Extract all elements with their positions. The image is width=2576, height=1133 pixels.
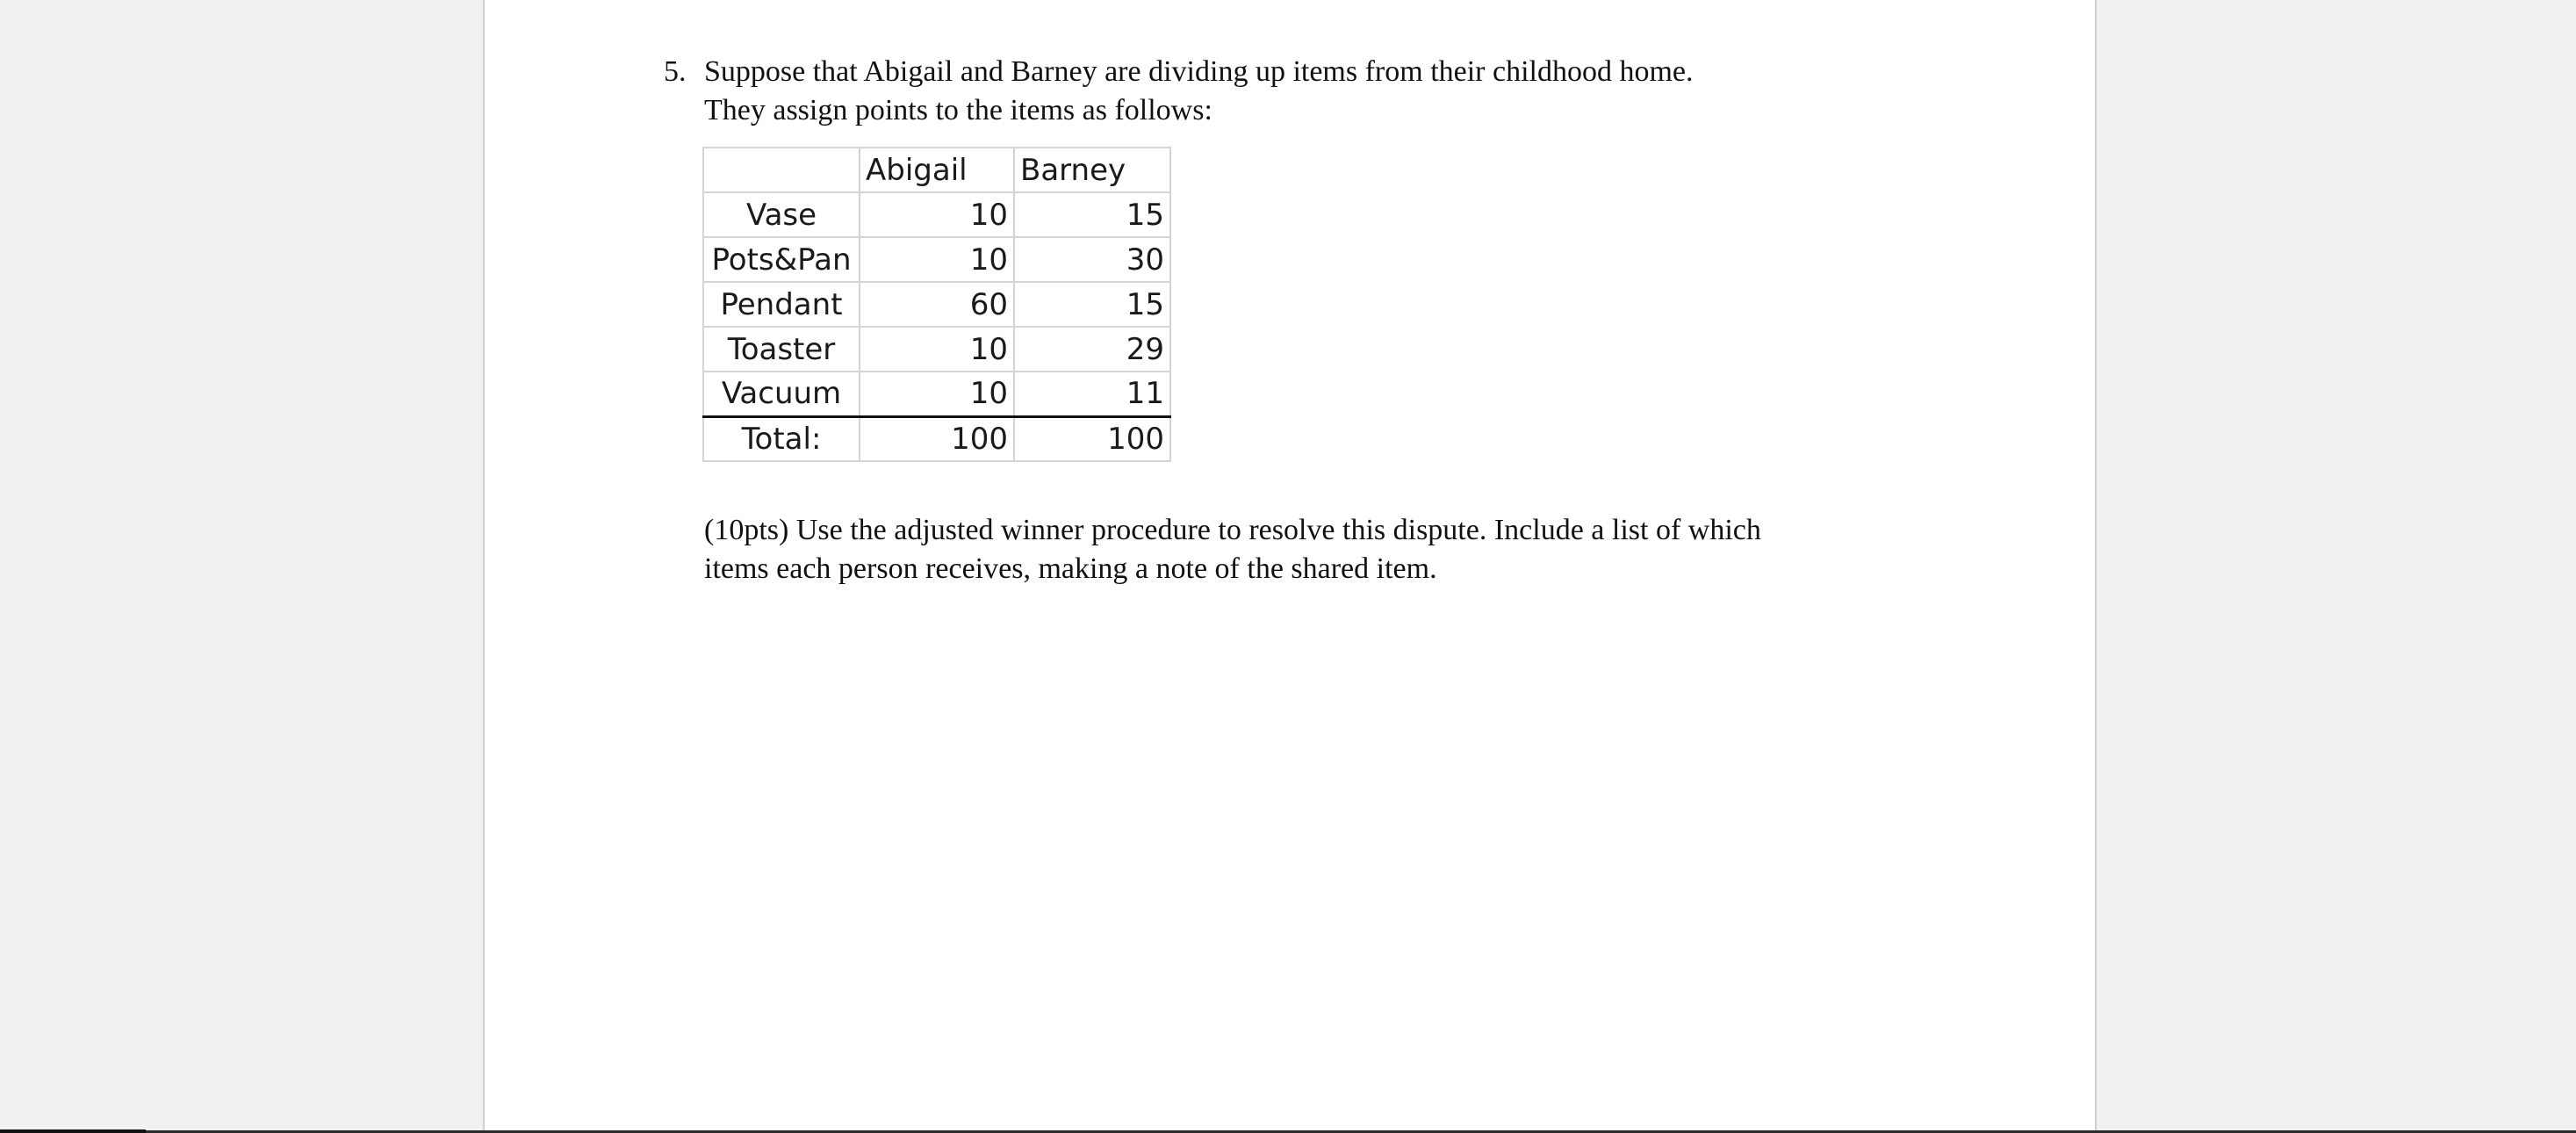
table-row (703, 282, 1170, 327)
problem-intro-line-1: Suppose that Abigail and Barney are dividing up items from their childhood home. (704, 55, 1694, 88)
problem-number: 5. (664, 55, 687, 88)
barney-points: 15 (1014, 192, 1170, 237)
abigail-points: 10 (860, 192, 1014, 237)
header-abigail: Abigail (860, 148, 1014, 192)
total-row (703, 416, 1170, 461)
points-table (702, 147, 1171, 462)
barney-points: 29 (1014, 327, 1170, 372)
question-text (704, 511, 1951, 588)
question-line-1: (10pts) Use the adjusted winner procedure to resolve this dispute. Include a list of which (704, 514, 1761, 546)
item-name: Pots&Pan (703, 237, 860, 282)
table-header-row (703, 148, 1170, 192)
problem-intro-line-2: They assign points to the items as follows: (704, 94, 1212, 126)
table-row (703, 237, 1170, 282)
item-name: Vacuum (703, 372, 860, 416)
abigail-total: 100 (860, 416, 1014, 461)
item-name: Pendant (703, 282, 860, 327)
total-label: Total: (703, 416, 860, 461)
table-row (703, 327, 1170, 372)
barney-points: 11 (1014, 372, 1170, 416)
header-blank-cell (703, 148, 860, 192)
question-line-2: items each person receives, making a note of the shared item. (704, 552, 1437, 585)
item-name: Vase (703, 192, 860, 237)
abigail-points: 10 (860, 327, 1014, 372)
problem-body (704, 53, 1907, 130)
bottom-border-left (0, 1129, 146, 1133)
table-row (703, 372, 1170, 416)
barney-points: 30 (1014, 237, 1170, 282)
item-name: Toaster (703, 327, 860, 372)
table-row (703, 192, 1170, 237)
header-barney: Barney (1014, 148, 1170, 192)
abigail-points: 10 (860, 372, 1014, 416)
abigail-points: 10 (860, 237, 1014, 282)
barney-points: 15 (1014, 282, 1170, 327)
barney-total: 100 (1014, 416, 1170, 461)
abigail-points: 60 (860, 282, 1014, 327)
